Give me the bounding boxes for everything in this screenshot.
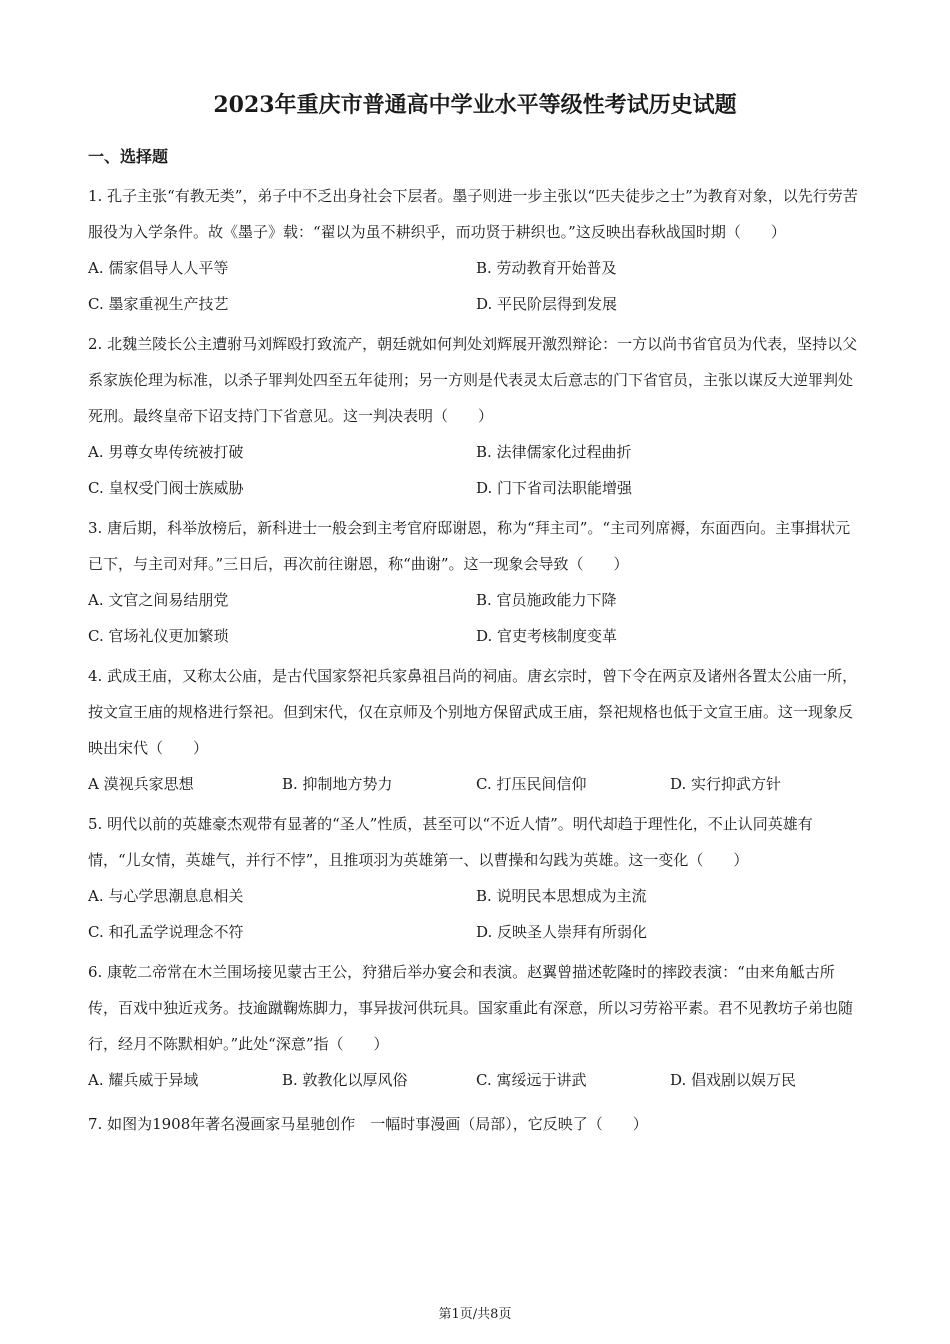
option-group — [88, 582, 863, 654]
question-stem: 1. 孔子主张“有教无类”，弟子中不乏出身社会下层者。墨子则进一步主张以“匹夫徒步之士”为教育对象，以先行劳苦服役为入学条件。故《墨子》载：“翟以为虽不耕织乎，而功贤于耕织也。”这反映出春秋战国时期（ ） — [88, 187, 858, 241]
option-d: D. 倡戏剧以娱万民 — [670, 1071, 797, 1089]
option-c: C. 官场礼仪更加繁琐 — [88, 627, 229, 645]
question-1 — [88, 178, 863, 322]
option-d: D. 官吏考核制度变革 — [476, 627, 618, 645]
question-4 — [88, 658, 863, 802]
option-d: D. 门下省司法职能增强 — [476, 479, 633, 497]
option-b: B. 说明民本思想成为主流 — [476, 887, 647, 905]
option-group — [88, 434, 863, 506]
option-group — [88, 1062, 863, 1098]
option-c: C. 和孔孟学说理念不符 — [88, 923, 244, 941]
option-b: B. 抑制地方势力 — [282, 775, 393, 793]
page-number: 第1页/共8页 — [438, 1307, 512, 1322]
question-stem: 4. 武成王庙，又称太公庙，是古代国家祭祀兵家鼻祖吕尚的祠庙。唐玄宗时，曾下令在两京及诸州各置太公庙一所，按文宣王庙的规格进行祭祀。但到宋代，仅在京师及个别地方保留武成王庙，祭祀规格也低于文宣王庙。这一现象反映出宋代（ ） — [88, 667, 858, 757]
option-a: A. 男尊女卑传统被打破 — [88, 443, 244, 461]
question-2 — [88, 326, 863, 506]
question-list — [88, 178, 863, 1146]
option-c: C. 寓绥远于讲武 — [476, 1071, 587, 1089]
option-b: B. 法律儒家化过程曲折 — [476, 443, 632, 461]
question-stem: 3. 唐后期，科举放榜后，新科进士一般会到主考官府邸谢恩，称为“拜主司”。“主司列席褥，东面西向。主事揖状元已下，与主司对拜。”三日后，再次前往谢恩，称“曲谢”。这一现象会导致（ ） — [88, 519, 851, 573]
option-a: A. 耀兵威于异域 — [88, 1071, 199, 1089]
question-6 — [88, 954, 863, 1098]
question-stem: 5. 明代以前的英雄豪杰观带有显著的“圣人”性质，甚至可以“不近人情”。明代却趋于理性化，不止认同英雄有情，“儿女情，英雄气，并行不悖”，且推项羽为英雄第一、以曹操和勾践为英雄。这一变化（ ） — [88, 815, 813, 869]
option-d: D. 实行抑武方针 — [670, 775, 782, 793]
question-5 — [88, 806, 863, 950]
option-a: A. 儒家倡导人人平等 — [88, 259, 229, 277]
option-group — [88, 878, 863, 950]
option-d: D. 反映圣人崇拜有所弱化 — [476, 923, 648, 941]
option-b: B. 敦教化以厚风俗 — [282, 1071, 408, 1089]
option-b: B. 官员施政能力下降 — [476, 591, 617, 609]
exam-title: 2023年重庆市普通高中学业水平等级性考试历史试题 — [213, 92, 737, 118]
option-c: C. 墨家重视生产技艺 — [88, 295, 229, 313]
option-d: D. 平民阶层得到发展 — [476, 295, 618, 313]
option-c: C. 皇权受门阀士族威胁 — [88, 479, 244, 497]
question-stem: 7. 如图为1908年著名漫画家马星驰创作 一幅时事漫画（局部），它反映了（ ） — [88, 1115, 648, 1133]
option-b: B. 劳动教育开始普及 — [476, 259, 617, 277]
question-7 — [88, 1106, 863, 1142]
section-heading: 一、选择题 — [88, 147, 169, 166]
question-3 — [88, 510, 863, 654]
option-a: A. 与心学思潮息息相关 — [88, 887, 244, 905]
question-stem: 2. 北魏兰陵长公主遭驸马刘辉殴打致流产，朝廷就如何判处刘辉展开激烈辩论：一方以尚书省官员为代表，坚持以父系家族伦理为标准，以杀子罪判处四至五年徒刑；另一方则是代表灵太后意志的门下省官员，主张以谋反大逆罪判处死刑。最终皇帝下诏支持门下省意见。这一判决表明（ ） — [88, 335, 858, 425]
option-group — [88, 766, 863, 802]
option-a: A. 文官之间易结朋党 — [88, 591, 229, 609]
option-c: C. 打压民间信仰 — [476, 775, 587, 793]
question-stem: 6. 康乾二帝常在木兰围场接见蒙古王公，狩猎后举办宴会和表演。赵翼曾描述乾隆时的摔跤表演：“由来角觝古所传，百戏中独近戎务。技逾蹴鞠炼脚力，事异拔河供玩具。国家重此有深意，所以习劳裕平素。君不见教坊子弟也随行，经月不陈默相妒。”此处“深意”指（ ） — [88, 963, 854, 1053]
option-a: A 漠视兵家思想 — [88, 775, 194, 793]
option-group — [88, 250, 863, 322]
